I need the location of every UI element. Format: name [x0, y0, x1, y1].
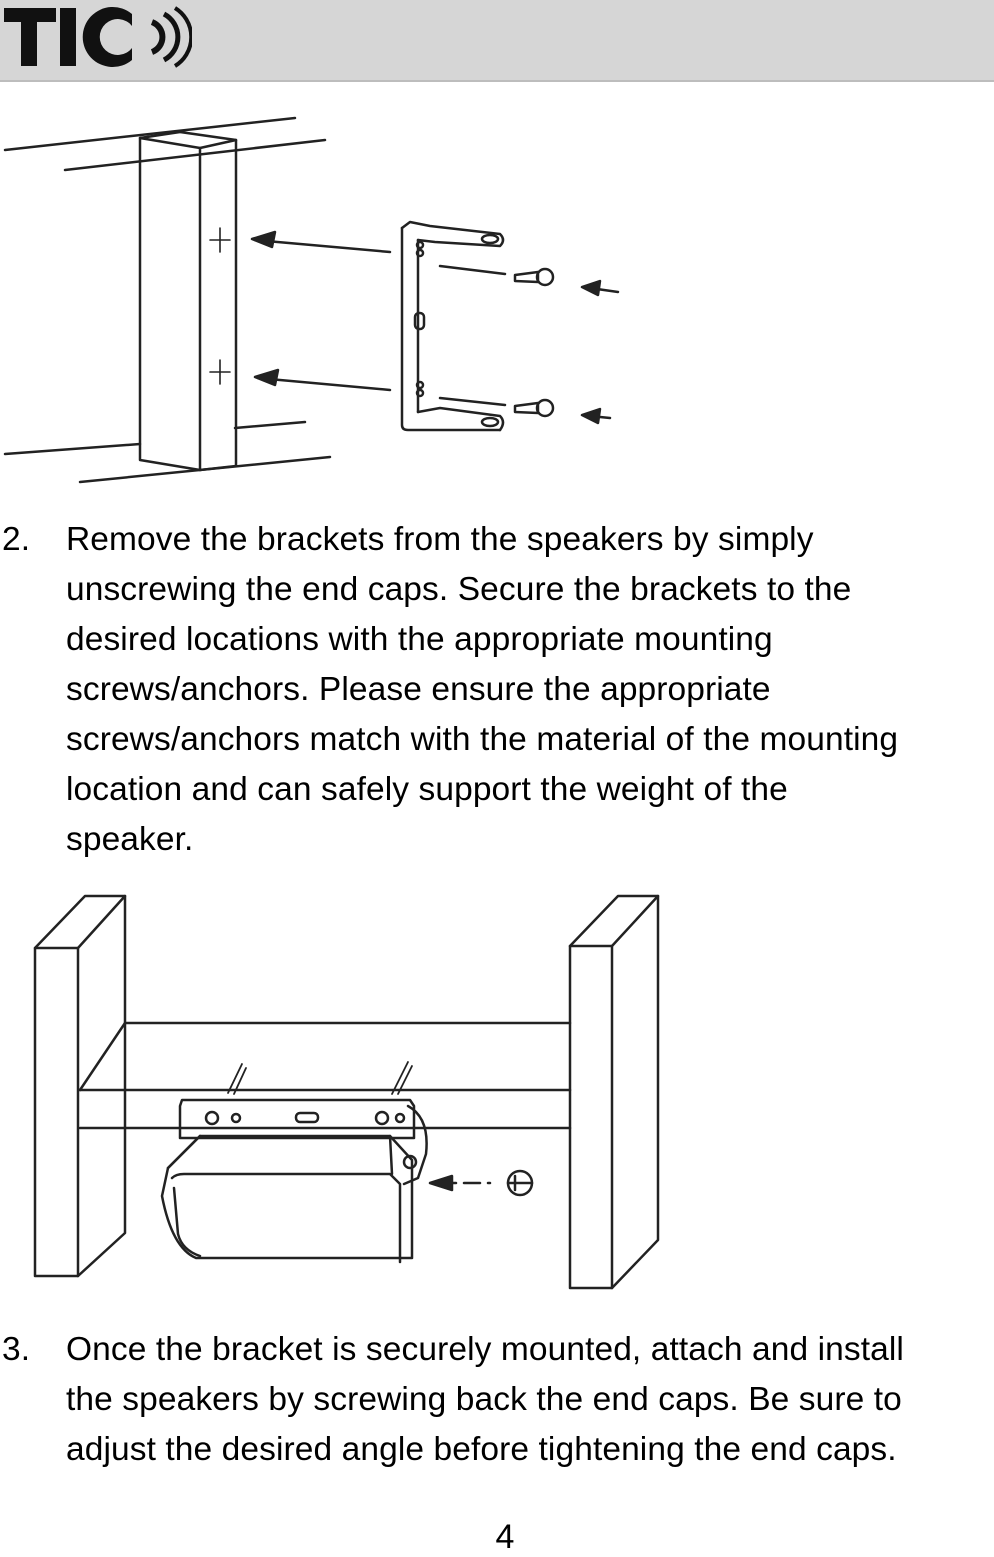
speaker-under-shelf-diagram	[0, 878, 680, 1298]
brand-logo	[2, 0, 192, 78]
step-2-line: desired locations with the appropriate mounting	[66, 621, 773, 658]
step-2-number: 2.	[2, 521, 31, 558]
bracket-mounting-diagram	[0, 100, 660, 500]
step-3-line: Once the bracket is securely mounted, attach and install	[66, 1331, 904, 1368]
step-2-line: Remove the brackets from the speakers by simply	[66, 521, 814, 558]
step-2-line: speaker.	[66, 821, 194, 858]
page-number: 4	[495, 1518, 515, 1556]
step-3-text	[66, 1325, 994, 1475]
step-3-line: adjust the desired angle before tightening the end caps.	[66, 1431, 897, 1468]
step-3-line: the speakers by screwing back the end caps. Be sure to	[66, 1381, 902, 1418]
step-2-text	[66, 515, 994, 865]
step-2-line: location and can safely support the weight of the	[66, 771, 788, 808]
step-2-line: unscrewing the end caps. Secure the brackets to the	[66, 571, 852, 608]
step-2-line: screws/anchors. Please ensure the appropriate	[66, 671, 771, 708]
step-3-number: 3.	[2, 1331, 31, 1368]
step-2-line: screws/anchors match with the material of the mounting	[66, 721, 899, 758]
